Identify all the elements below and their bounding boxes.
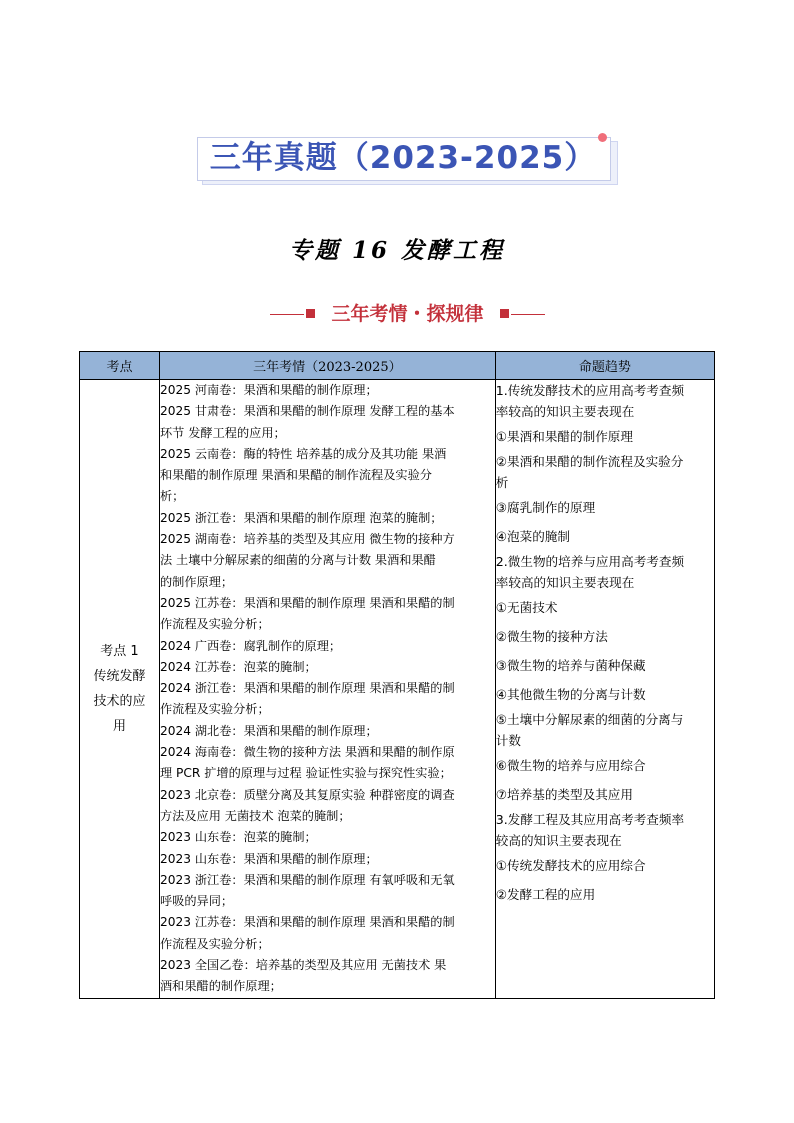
table-header-row bbox=[80, 352, 715, 380]
topic-line: 用 bbox=[112, 718, 126, 734]
history-line: 2025 江苏卷：果酒和果醋的制作原理 果酒和果醋的制 bbox=[159, 595, 455, 610]
history-line: 酒和果醋的制作原理； bbox=[159, 979, 282, 994]
trend-heading-line: 较高的知识主要表现在 bbox=[495, 833, 622, 848]
heading-line-right bbox=[511, 314, 545, 315]
trend-heading-line: ②果酒和果醋的制作流程及实验分 bbox=[495, 454, 684, 469]
history-line: 2023 山东卷：泡菜的腌制； bbox=[159, 830, 317, 845]
heading-square-right bbox=[500, 309, 509, 318]
trend-cell bbox=[495, 380, 714, 999]
section-heading bbox=[270, 301, 545, 327]
history-line: 析； bbox=[159, 489, 185, 504]
history-line: 2023 浙江卷：果酒和果醋的制作原理 有氧呼吸和无氧 bbox=[159, 872, 455, 887]
history-line: 作流程及实验分析； bbox=[159, 617, 270, 632]
topic-line: 传统发酵 bbox=[93, 668, 146, 684]
trend-item: ⑦培养基的类型及其应用 bbox=[495, 787, 633, 802]
trend-item: ③腐乳制作的原理 bbox=[495, 500, 596, 515]
history-line: 2025 甘肃卷：果酒和果醋的制作原理 发酵工程的基本 bbox=[159, 404, 455, 419]
heading-line-left bbox=[270, 314, 304, 315]
exam-analysis-table bbox=[79, 351, 715, 999]
table-row bbox=[80, 380, 715, 999]
history-line: 的制作原理； bbox=[159, 574, 234, 589]
history-line: 法 土壤中分解尿素的细菌的分离与计数 果酒和果醋 bbox=[159, 553, 436, 568]
trend-item: ⑥微生物的培养与应用综合 bbox=[495, 758, 646, 773]
trend-item: ④其他微生物的分离与计数 bbox=[495, 687, 646, 702]
page-title: 专题 16 发酵工程 bbox=[288, 237, 506, 264]
history-line: 2023 山东卷：果酒和果醋的制作原理； bbox=[159, 851, 378, 866]
trend-item: ③微生物的培养与菌种保藏 bbox=[495, 658, 646, 673]
topic-line: 技术的应 bbox=[93, 693, 146, 709]
trend-heading-line: 2.微生物的培养与应用高考考查频 bbox=[495, 554, 685, 569]
history-cell bbox=[159, 380, 495, 999]
trend-item: ②微生物的接种方法 bbox=[495, 629, 608, 644]
topic-cell bbox=[80, 380, 160, 999]
header-topic: 考点 bbox=[80, 352, 160, 380]
history-line: 理 PCR 扩增的原理与过程 验证性实验与探究性实验； bbox=[159, 766, 452, 781]
heading-square-left bbox=[306, 309, 315, 318]
history-line: 2024 湖北卷：果酒和果醋的制作原理； bbox=[159, 723, 378, 738]
history-line: 2025 湖南卷：培养基的类型及其应用 微生物的接种方 bbox=[159, 532, 455, 547]
trend-heading-line: 率较高的知识主要表现在 bbox=[495, 404, 635, 419]
history-line: 2023 全国乙卷：培养基的类型及其应用 无菌技术 果 bbox=[159, 958, 447, 973]
history-line: 2024 江苏卷：泡菜的腌制； bbox=[159, 659, 317, 674]
history-line: 呼吸的异同； bbox=[159, 894, 234, 909]
history-line: 方法及应用 无菌技术 泡菜的腌制； bbox=[159, 808, 351, 823]
trend-item: ②发酵工程的应用 bbox=[495, 887, 596, 902]
history-line: 作流程及实验分析； bbox=[159, 702, 270, 717]
trend-heading-line: 1.传统发酵技术的应用高考考查频 bbox=[495, 383, 685, 398]
trend-heading-line: 计数 bbox=[495, 733, 521, 748]
history-line: 和果醋的制作原理 果酒和果醋的制作流程及实验分 bbox=[159, 468, 432, 483]
header-trend: 命题趋势 bbox=[495, 352, 714, 380]
trend-heading-line: ⑤土壤中分解尿素的细菌的分离与 bbox=[495, 712, 684, 727]
history-line: 2024 广西卷：腐乳制作的原理； bbox=[159, 638, 342, 653]
history-line: 2024 浙江卷：果酒和果醋的制作原理 果酒和果醋的制 bbox=[159, 681, 455, 696]
trend-item: ①果酒和果醋的制作原理 bbox=[495, 429, 633, 444]
history-line: 环节 发酵工程的应用； bbox=[159, 425, 286, 440]
trend-heading-line: 率较高的知识主要表现在 bbox=[495, 575, 635, 590]
history-line: 2024 海南卷：微生物的接种方法 果酒和果醋的制作原 bbox=[159, 745, 455, 760]
trend-heading-line: 3.发酵工程及其应用高考考查频率 bbox=[495, 812, 685, 827]
history-line: 2023 江苏卷：果酒和果醋的制作原理 果酒和果醋的制 bbox=[159, 915, 455, 930]
trend-item: ①传统发酵技术的应用综合 bbox=[495, 858, 646, 873]
history-line: 2025 云南卷：酶的特性 培养基的成分及其功能 果酒 bbox=[159, 446, 447, 461]
history-line: 2025 河南卷：果酒和果醋的制作原理； bbox=[159, 383, 378, 397]
header-history: 三年考情（2023-2025） bbox=[159, 352, 495, 380]
banner-decoration-dot bbox=[598, 133, 607, 142]
trend-heading-line: 析 bbox=[495, 475, 509, 490]
topic-line: 考点 1 bbox=[100, 643, 139, 659]
trend-item: ①无菌技术 bbox=[495, 600, 558, 615]
section-heading-text: 三年考情・探规律 bbox=[331, 303, 484, 325]
banner-title: 三年真题（2023-2025） bbox=[209, 140, 597, 176]
history-line: 2025 浙江卷：果酒和果醋的制作原理 泡菜的腌制； bbox=[159, 510, 443, 525]
history-line: 作流程及实验分析； bbox=[159, 936, 270, 951]
trend-item: ④泡菜的腌制 bbox=[495, 529, 571, 544]
history-line: 2023 北京卷：质壁分离及其复原实验 种群密度的调查 bbox=[159, 787, 455, 802]
